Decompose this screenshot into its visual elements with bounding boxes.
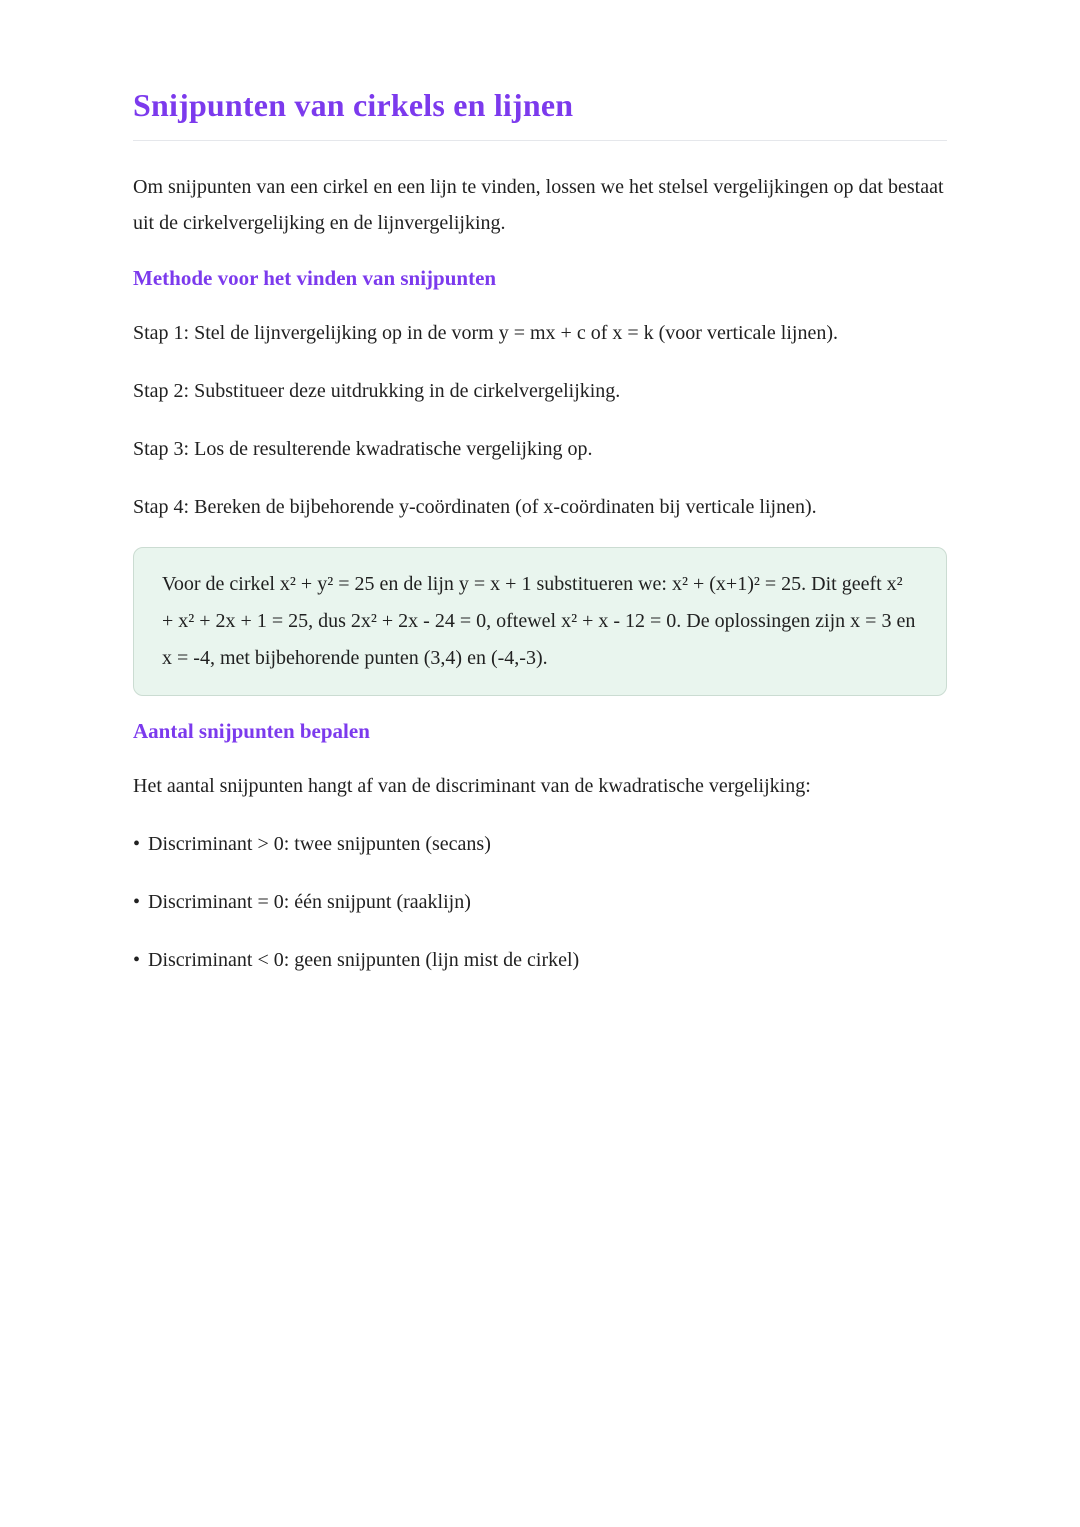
intro-paragraph: Om snijpunten van een cirkel en een lijn te vinden, lossen we het stelsel vergelijkingen op dat bestaat uit de cirkelvergelijking en de lijnvergelijking.	[133, 176, 944, 234]
section-heading-method: Methode voor het vinden van snijpunten	[133, 266, 497, 290]
method-step-2: Stap 2: Substitueer deze uitdrukking in de cirkelvergelijking.	[133, 380, 621, 402]
section-heading-count: Aantal snijpunten bepalen	[133, 719, 370, 743]
list-item-text: Discriminant > 0: twee snijpunten (secans)	[148, 833, 491, 855]
list-item-discriminant-zero	[133, 884, 947, 920]
method-step-1: Stap 1: Stel de lijnvergelijking op in de vorm y = mx + c of x = k (voor verticale lijnen).	[133, 322, 838, 344]
example-callout-box	[133, 547, 947, 696]
list-item-discriminant-negative	[133, 942, 947, 978]
example-text: Voor de cirkel x² + y² = 25 en de lijn y = x + 1 substitueren we: x² + (x+1)² = 25. Dit geeft x² + x² + 2x + 1 = 25, dus 2x² + 2x - 24 = 0, oftewel x² + x - 12 = 0. De oplossingen zijn x = 3 en x = -4, met bijbehorende punten (3,4) en (-4,-3).	[162, 573, 916, 669]
page-title: Snijpunten van cirkels en lijnen	[133, 87, 574, 123]
method-step-3: Stap 3: Los de resulterende kwadratische vergelijking op.	[133, 438, 593, 460]
count-intro-paragraph: Het aantal snijpunten hangt af van de discriminant van de kwadratische vergelijking:	[133, 775, 811, 797]
list-item-text: Discriminant = 0: één snijpunt (raaklijn)	[148, 891, 471, 913]
method-step-4: Stap 4: Bereken de bijbehorende y-coördinaten (of x-coördinaten bij verticale lijnen).	[133, 496, 817, 518]
list-item-text: Discriminant < 0: geen snijpunten (lijn mist de cirkel)	[148, 949, 580, 971]
bullet-icon: •	[133, 891, 141, 913]
title-divider	[133, 140, 947, 141]
bullet-icon: •	[133, 833, 141, 855]
list-item-discriminant-positive	[133, 826, 947, 862]
bullet-icon: •	[133, 949, 141, 971]
